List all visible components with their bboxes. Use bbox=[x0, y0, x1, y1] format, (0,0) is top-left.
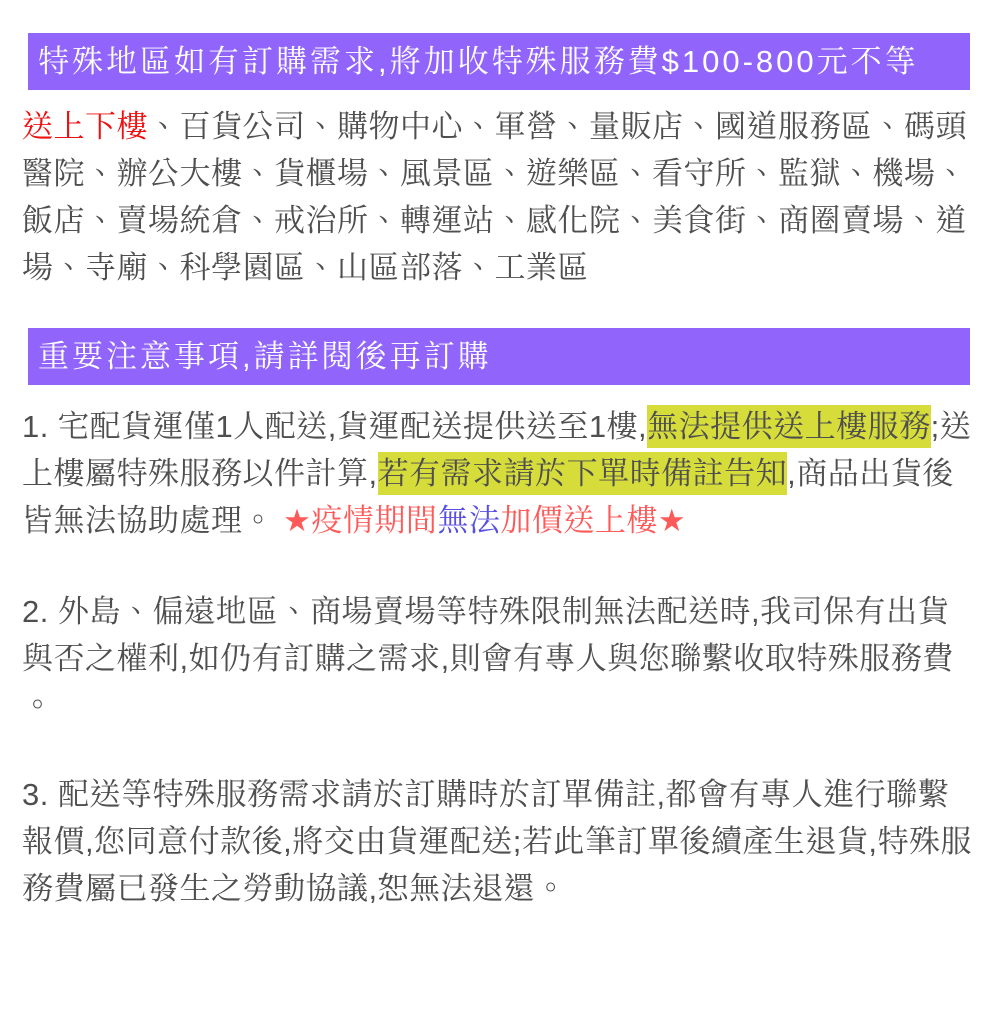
special-fee-banner bbox=[28, 33, 970, 90]
special-locations-paragraph bbox=[22, 103, 978, 291]
note-item-2: 2. 外島、偏遠地區、商場賣場等特殊限制無法配送時,我司保有出貨與否之權利,如仍有訂購之需求,則會有專人與您聯繫收取特殊服務費。 bbox=[22, 594, 954, 723]
note-1-text-after-highlight: ,商品出貨後皆無法協助處理。 bbox=[22, 456, 954, 538]
note-item-1 bbox=[22, 403, 978, 544]
note-1-covid-warning-red-end: 加價送上樓★ bbox=[500, 503, 687, 538]
note-1-highlight-remark-when-ordering: 若有需求請於下單時備註告知 bbox=[378, 452, 788, 495]
important-notes-banner-text: 重要注意事項,請詳閱後再訂購 bbox=[38, 339, 492, 374]
shipping-notice-page bbox=[0, 33, 1000, 1033]
note-1-covid-warning-red-start: ★疫情期間 bbox=[283, 503, 438, 538]
special-locations-lead-red: 送上下樓 bbox=[22, 109, 148, 144]
note-1-text-start: 1. 宅配貨運僅1人配送,貨運配送提供送至1樓, bbox=[22, 409, 648, 444]
note-1-covid-warning-blue-cannot: 無法 bbox=[437, 503, 501, 538]
note-1-text-middle: ;送上樓屬特殊服務以件計算, bbox=[22, 409, 972, 491]
note-1-highlight-no-upstairs: 無法提供送上樓服務 bbox=[647, 405, 931, 448]
note-item-3: 3. 配送等特殊服務需求請於訂購時於訂單備註,都會有專人進行聯繫報價,您同意付款後,將交由貨運配送;若此筆訂單後續產生退貨,特殊服務費屬已發生之勞動協議,恕無法退還。 bbox=[22, 777, 972, 906]
special-locations-list: 、百貨公司、購物中心、軍營、量販店、國道服務區、碼頭醫院、辦公大樓、貨櫃場、風景區、遊樂區、看守所、監獄、機場、飯店、賣場統倉、戒治所、轉運站、感化院、美食街、商圈賣場、道場、寺廟、科學園區、山區部落、工業區 bbox=[22, 109, 967, 285]
special-fee-banner-text: 特殊地區如有訂購需求,將加收特殊服務費$100-800元不等 bbox=[38, 44, 919, 79]
important-notes-banner bbox=[28, 328, 970, 385]
